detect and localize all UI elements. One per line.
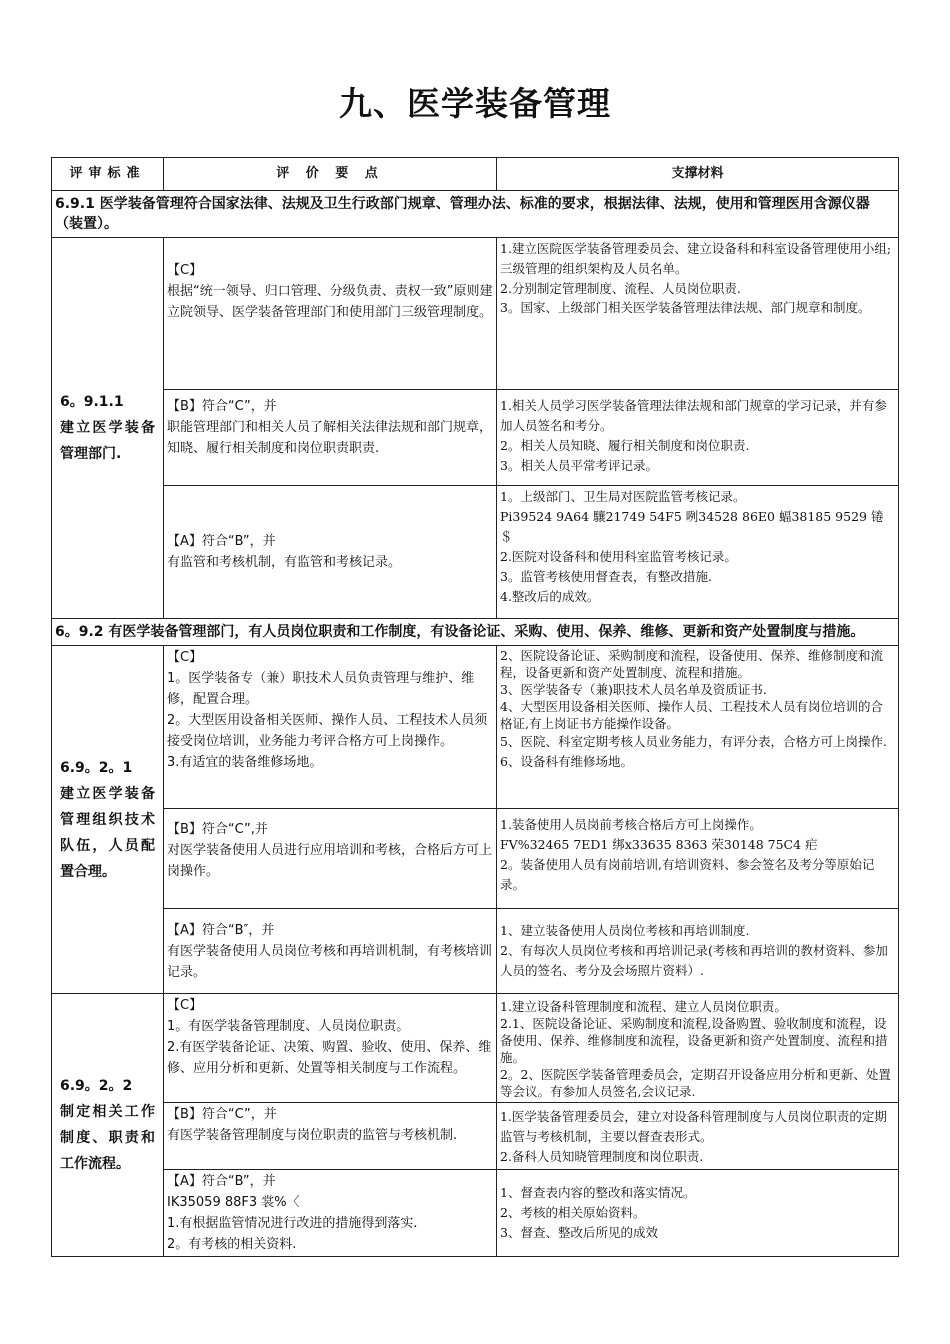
material-text: 3、督查、整改后所见的成效 bbox=[500, 1225, 658, 1240]
level-label: 【B】符合“C”，并 bbox=[167, 399, 277, 414]
material-text: 1.装备使用人员岗前考核合格后方可上岗操作。 bbox=[500, 817, 762, 832]
section-heading: 6.9.1 医学装备管理符合国家法律、法规及卫生行政部门规章、管理办法、标准的要求，根据法律、法规，使用和管理医用含源仪器（装置）。 bbox=[52, 191, 899, 238]
materials-cell bbox=[497, 1103, 899, 1170]
point-text: 有医学装备使用人员岗位考核和再培训机制，有考核培训记录。 bbox=[167, 943, 493, 980]
points-cell bbox=[164, 1170, 497, 1257]
table-row bbox=[52, 390, 899, 486]
material-text: 2、有每次人员岗位考核和再培训记录(考核和再培训的教材资料、参加人员的签名、考分及会场照片资料）. bbox=[500, 943, 888, 978]
header-points: 评 价 要 点 bbox=[164, 158, 497, 191]
material-text: 6、设备科有维修场地。 bbox=[500, 754, 633, 769]
material-text: 1.建立医院医学装备管理委员会、建立设备科和科室设备管理使用小组;三级管理的组织架构及人员名单。 bbox=[500, 241, 892, 276]
material-text: 1.建立设备科管理制度和流程、建立人员岗位职责。 bbox=[500, 999, 787, 1014]
material-text: 2.分别制定管理制度、流程、人员岗位职责. bbox=[500, 281, 741, 296]
material-text: 1、督查表内容的整改和落实情况。 bbox=[500, 1185, 696, 1200]
section-row bbox=[52, 191, 899, 238]
point-text: 有医学装备管理制度与岗位职责的监管与考核机制. bbox=[167, 1128, 458, 1143]
material-text: 2。2、医院医学装备管理委员会，定期召开设备应用分析和更新、处置等会议。有参加人员签名,会议记录. bbox=[500, 1067, 891, 1099]
material-text: 2。相关人员知晓、履行相关制度和岗位职责. bbox=[500, 438, 750, 453]
material-text: 1。上级部门、卫生局对医院监管考核记录。 bbox=[500, 489, 746, 504]
points-cell bbox=[164, 486, 497, 619]
table-row bbox=[52, 1103, 899, 1170]
level-label: 【A】符合“B″，并 bbox=[167, 922, 275, 938]
point-text: 有监管和考核机制，有监管和考核记录。 bbox=[167, 555, 402, 570]
standard-cell bbox=[52, 646, 164, 994]
table-row bbox=[52, 909, 899, 994]
materials-cell bbox=[497, 994, 899, 1103]
standard-text: 制定相关工作制度、职责和工作流程。 bbox=[60, 1104, 155, 1172]
point-text: 2。有考核的相关资料. bbox=[167, 1237, 297, 1252]
material-text: 2.1、医院设备论证、采购制度和流程,设备购置、验收制度和流程，设备使用、保养、维修制度和流程，设备更新和资产处置制度、流程和措施。 bbox=[500, 1016, 888, 1065]
table-row bbox=[52, 809, 899, 909]
material-text: 1.相关人员学习医学装备管理法律法规和部门规章的学习记录，并有参加人员签名和考分。 bbox=[500, 398, 887, 433]
point-text: 3.有适宜的装备维修场地。 bbox=[167, 755, 323, 770]
table-row bbox=[52, 646, 899, 809]
points-cell bbox=[164, 390, 497, 486]
level-label: 【A】符合“B”，并 bbox=[167, 1174, 276, 1189]
points-cell bbox=[164, 809, 497, 909]
material-text: 3、医学装备专（兼)职技术人员名单及资质证书. bbox=[500, 682, 767, 697]
evaluation-table bbox=[51, 157, 899, 1257]
table-row bbox=[52, 238, 899, 390]
points-cell bbox=[164, 238, 497, 390]
materials-cell bbox=[497, 646, 899, 809]
point-text: 1.有根据监管情况进行改进的措施得到落实. bbox=[167, 1216, 418, 1231]
table-row bbox=[52, 994, 899, 1103]
level-label: 【B】符合“C”,并 bbox=[167, 822, 268, 837]
points-cell bbox=[164, 994, 497, 1103]
material-text: 3。国家、上级部门相关医学装备管理法律法规、部门规章和制度。 bbox=[500, 300, 871, 315]
table-header-row bbox=[52, 158, 899, 191]
standard-code: 6.9。2。2 bbox=[60, 1078, 133, 1094]
level-label: 【C】 bbox=[167, 263, 203, 278]
material-text: FV%32465 7ED1 绑x33635 8363 荣30148 75C4 疟 bbox=[500, 837, 818, 852]
material-text: 4.整改后的成效。 bbox=[500, 589, 600, 604]
material-text: 3。监管考核使用督查表，有整改措施. bbox=[500, 569, 712, 584]
materials-cell bbox=[497, 390, 899, 486]
materials-cell bbox=[497, 809, 899, 909]
level-label: 【A】符合“B”，并 bbox=[167, 534, 276, 549]
point-text: IK35059 88F3 裳%〈 bbox=[167, 1195, 300, 1210]
level-label: 【C】 bbox=[167, 998, 203, 1013]
material-text: 2、医院设备论证、采购制度和流程，设备使用、保养、维修制度和流程，设备更新和资产处置制度、流程和措施。 bbox=[500, 648, 883, 680]
standard-text: 建立医学装备管理组织技术队伍，人员配置合理。 bbox=[60, 785, 155, 880]
material-text: 3。相关人员平常考评记录。 bbox=[500, 458, 658, 473]
materials-cell bbox=[497, 486, 899, 619]
level-label: 【C】 bbox=[167, 650, 203, 665]
points-cell bbox=[164, 909, 497, 994]
table-row bbox=[52, 1170, 899, 1257]
table-row bbox=[52, 486, 899, 619]
points-cell bbox=[164, 1103, 497, 1170]
standard-text: 建立医学装备管理部门. bbox=[60, 420, 155, 462]
material-text: 5、医院、科室定期考核人员业务能力，有评分表，合格方可上岗操作. bbox=[500, 734, 887, 749]
section-row bbox=[52, 619, 899, 646]
material-text: 2。装备使用人员有岗前培训,有培训资料、参会签名及考分等原始记录。 bbox=[500, 857, 875, 892]
point-text: 2.有医学装备论证、决策、购置、验收、使用、保养、维修、应用分析和更新、处置等相关制度与工作流程。 bbox=[167, 1040, 492, 1076]
point-text: 1。医学装备专（兼）职技术人员负责管理与维护、维修，配置合理。 bbox=[167, 671, 475, 707]
material-text: 2.医院对设备科和使用科室监管考核记录。 bbox=[500, 549, 737, 564]
standard-code: 6.9。2。1 bbox=[60, 759, 133, 776]
material-text: 1、建立装备使用人员岗位考核和再培训制度. bbox=[500, 923, 750, 938]
standard-code: 6。9.1.1 bbox=[60, 394, 124, 410]
point-text: 根据“统一领导、归口管理、分级负责、责权一致”原则建立院领导、医学装备管理部门和使用部门三级管理制度。 bbox=[167, 284, 493, 320]
level-label: 【B】符合“C”，并 bbox=[167, 1107, 277, 1122]
material-text: 2、考核的相关原始资料。 bbox=[500, 1205, 646, 1220]
materials-cell bbox=[497, 909, 899, 994]
header-standard: 评审标准 bbox=[52, 158, 164, 191]
points-cell bbox=[164, 646, 497, 809]
standard-cell bbox=[52, 238, 164, 619]
page-title: 九、医学装备管理 bbox=[339, 84, 611, 123]
point-text: 1。有医学装备管理制度、人员岗位职责。 bbox=[167, 1019, 410, 1034]
material-text: 2.备科人员知晓管理制度和岗位职责. bbox=[500, 1149, 704, 1164]
material-text: 4、大型医用设备相关医师、操作人员、工程技术人员有岗位培训的合格证,有上岗证书方能操作设备。 bbox=[500, 699, 883, 731]
point-text: 对医学装备使用人员进行应用培训和考核，合格后方可上岗操作。 bbox=[167, 843, 493, 879]
section-heading: 6。9.2 有医学装备管理部门，有人员岗位职责和工作制度，有设备论证、采购、使用、保养、维修、更新和资产处置制度与措施。 bbox=[52, 619, 899, 646]
materials-cell bbox=[497, 238, 899, 390]
header-materials: 支撑材料 bbox=[497, 158, 899, 191]
point-text: 职能管理部门和相关人员了解相关法律法规和部门规章，知晓、履行相关制度和岗位职责职责. bbox=[167, 420, 493, 456]
material-text: 1.医学装备管理委员会，建立对设备科管理制度与人员岗位职责的定期监管与考核机制，主要以督查表形式。 bbox=[500, 1109, 887, 1144]
point-text: 2。大型医用设备相关医师、操作人员、工程技术人员须接受岗位培训，业务能力考评合格方可上岗操作。 bbox=[167, 713, 488, 749]
standard-cell bbox=[52, 994, 164, 1257]
material-text: Pi39524 9A64 驤21749 54F5 咧34528 86E0 蝠38185 9529 锩＄ bbox=[500, 509, 884, 544]
materials-cell bbox=[497, 1170, 899, 1257]
